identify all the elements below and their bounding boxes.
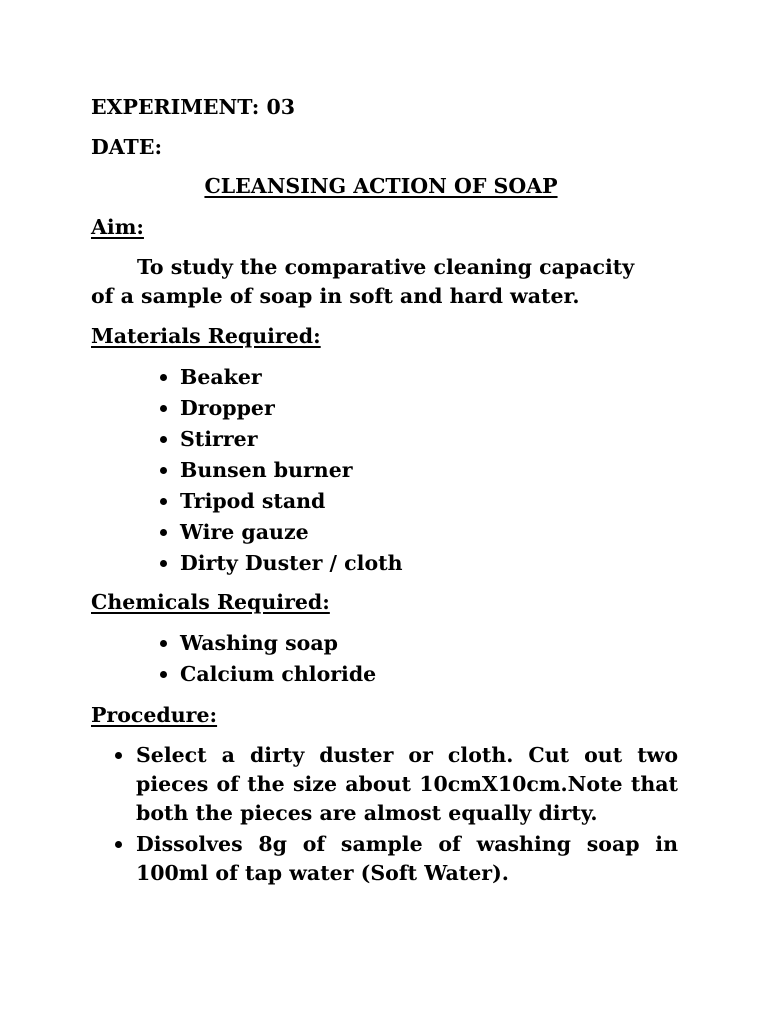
date-label: DATE:: [91, 135, 163, 159]
list-item: Bunsen burner: [158, 457, 403, 488]
procedure-heading: Procedure:: [91, 703, 218, 727]
chemicals-heading: Chemicals Required:: [91, 590, 330, 614]
materials-heading: Materials Required:: [91, 324, 321, 348]
aim-text-line-1: To study the comparative cleaning capacity: [137, 255, 635, 279]
list-item: Dirty Duster / cloth: [158, 550, 403, 581]
list-item: Tripod stand: [158, 488, 403, 519]
procedure-step: Select a dirty duster or cloth. Cut out two pieces of the size about 10cmX10cm.Note that both the pieces are almost equally dirty.: [112, 741, 678, 828]
chemicals-list: [158, 630, 376, 692]
procedure-list: [112, 741, 678, 890]
list-item: Wire gauze: [158, 519, 403, 550]
experiment-number: EXPERIMENT: 03: [91, 95, 296, 119]
aim-text-line-2: of a sample of soap in soft and hard water.: [91, 284, 580, 308]
procedure-step: Dissolves 8g of sample of washing soap in 100ml of tap water (Soft Water).: [112, 830, 678, 888]
title-text: CLEANSING ACTION OF SOAP: [204, 174, 558, 198]
aim-text: [91, 253, 681, 311]
aim-heading: Aim:: [91, 215, 144, 239]
list-item: Stirrer: [158, 426, 403, 457]
list-item: Washing soap: [158, 630, 376, 661]
materials-list: [158, 364, 403, 581]
list-item: Dropper: [158, 395, 403, 426]
page-title: [0, 173, 768, 199]
list-item: Calcium chloride: [158, 661, 376, 692]
list-item: Beaker: [158, 364, 403, 395]
